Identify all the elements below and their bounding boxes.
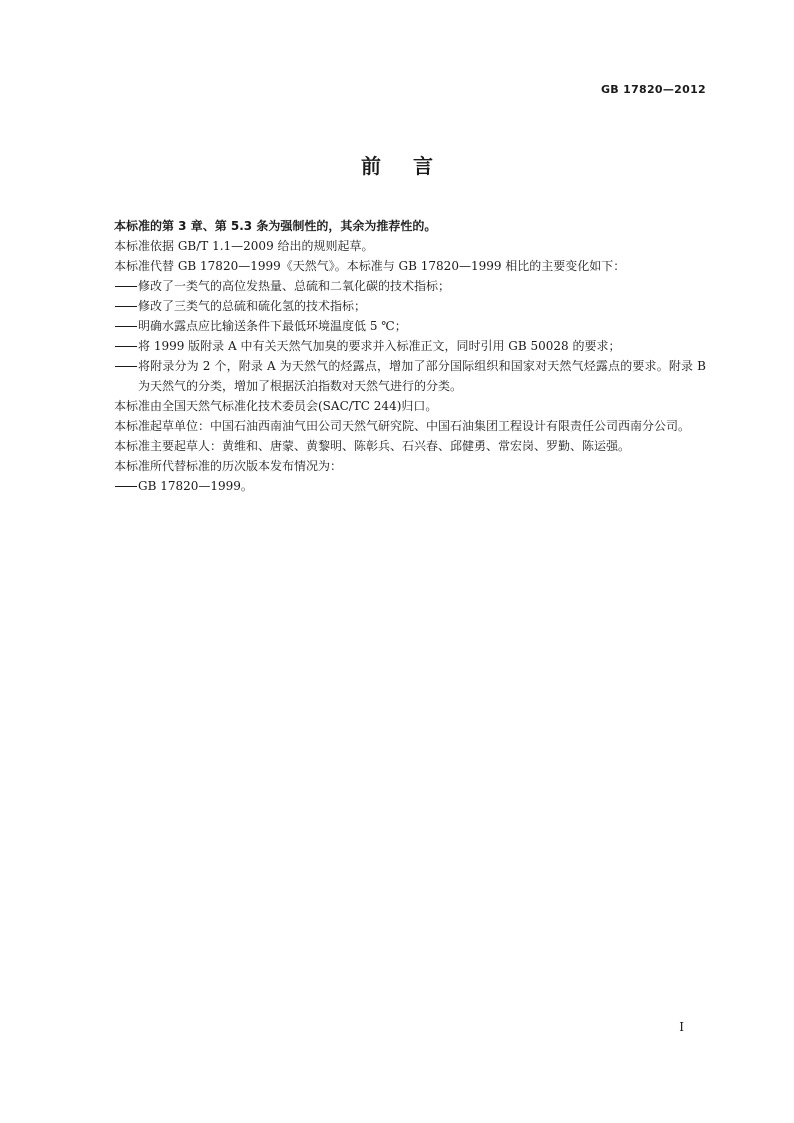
paragraph-mandatory-clauses: 本标准的第 3 章、第 5.3 条为强制性的，其余为推荐性的。 [114, 219, 437, 233]
change-item-text: 将附录分为 2 个，附录 A 为天然气的烃露点，增加了部分国际组织和国家对天然气烃露点的要求。附录 B 为天然气的分类，增加了根据沃泊指数对天然气进行的分类。 [138, 359, 706, 393]
standard-code: GB 17820—2012 [600, 83, 706, 96]
paragraph-previous-editions: 本标准所代替标准的历次版本发布情况为： [114, 459, 343, 473]
change-item-text: 修改了三类气的总硫和硫化氢的技术指标； [138, 299, 367, 313]
change-item [90, 316, 706, 336]
dash-mark [114, 476, 138, 496]
paragraph-drafting-rules: 本标准依据 GB/T 1.1—2009 给出的规则起草。 [114, 239, 374, 253]
dash-mark [114, 276, 138, 296]
paragraph-technical-committee: 本标准由全国天然气标准化技术委员会(SAC/TC 244)归口。 [114, 399, 438, 413]
paragraph-drafters: 本标准主要起草人：黄维和、唐蒙、黄黎明、陈彰兵、石兴春、邱健勇、常宏岗、罗勤、陈运强。 [114, 439, 631, 453]
change-item-text: 修改了一类气的高位发热量、总硫和二氧化碳的技术指标； [138, 279, 451, 293]
change-item-text: 明确水露点应比输送条件下最低环境温度低 5 ℃； [138, 319, 407, 333]
previous-edition-item [90, 476, 706, 496]
page-number: I [679, 1020, 684, 1034]
foreword-body [90, 216, 706, 496]
change-item [90, 276, 706, 296]
change-item [90, 336, 706, 356]
previous-edition-text: GB 17820—1999。 [138, 479, 253, 493]
paragraph-drafting-organizations: 本标准起草单位：中国石油西南油气田公司天然气研究院、中国石油集团工程设计有限责任公司西南分公司。 [114, 419, 691, 433]
change-item-text: 将 1999 版附录 A 中有关天然气加臭的要求并入标准正文，同时引用 GB 50028 的要求； [138, 339, 621, 353]
change-item [90, 296, 706, 316]
change-item [90, 356, 706, 396]
dash-mark [114, 356, 138, 376]
dash-mark [114, 336, 138, 356]
page-title: 前言 [361, 154, 465, 178]
dash-mark [114, 316, 138, 336]
paragraph-replaces: 本标准代替 GB 17820—1999《天然气》。本标准与 GB 17820—1999 相比的主要变化如下： [114, 259, 626, 273]
dash-mark [114, 296, 138, 316]
